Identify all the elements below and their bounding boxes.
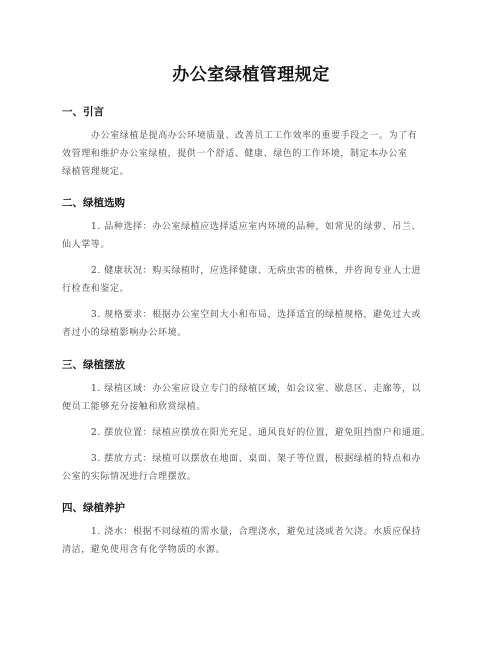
- paragraph-line: 行检查和鉴定。: [62, 284, 130, 294]
- paragraph-line: 1. 绿植区域：办公室应设立专门的绿植区域，如会议室、歇息区、走廊等，以: [91, 384, 422, 394]
- section-heading-purchase: 二、绿植选购: [62, 197, 125, 209]
- paragraph-line: 效管理和维护办公室绿植，提供一个舒适、健康、绿色的工作环境，制定本办公室: [62, 149, 408, 159]
- section-heading-intro: 一、引言: [62, 106, 104, 118]
- paragraph-line: 2. 摆放位置：绿植应摆放在阳光充足、通风良好的位置，避免阻挡窗户和通道。: [91, 428, 431, 438]
- paragraph-line: 3. 摆放方式：绿植可以摆放在地面、桌面、架子等位置，根据绿植的特点和办: [91, 454, 422, 464]
- section-heading-placement: 三、绿植摆放: [62, 359, 125, 371]
- paragraph-line: 1. 品种选择：办公室绿植应选择适应室内环境的品种，如常见的绿萝、吊兰、: [91, 222, 422, 232]
- paragraph-line: 者过小的绿植影响办公环境。: [62, 328, 187, 338]
- document-title: 办公室绿植管理规定: [172, 65, 330, 85]
- paragraph-line: 2. 健康状况：购买绿植时，应选择健康、无病虫害的植株，并咨询专业人士进: [91, 266, 422, 276]
- paragraph-line: 绿植管理规定。: [62, 167, 130, 177]
- paragraph-line: 公室的实际情况进行合理摆放。: [62, 472, 197, 482]
- paragraph-line: 仙人掌等。: [62, 240, 111, 250]
- paragraph-line: 清洁，避免使用含有化学物质的水源。: [62, 545, 226, 555]
- paragraph-line: 便员工能够充分接触和欣赏绿植。: [62, 402, 207, 412]
- paragraph-line: 1. 浇水：根据不同绿植的需水量，合理浇水，避免过浇或者欠浇。水质应保持: [91, 527, 422, 537]
- paragraph-line: 3. 规格要求：根据办公室空间大小和布局，选择适宜的绿植规格，避免过大或: [91, 310, 422, 320]
- paragraph-line: 办公室绿植是提高办公环境质量、改善员工工作效率的重要手段之一。为了有: [91, 131, 418, 141]
- section-heading-care: 四、绿植养护: [62, 502, 125, 514]
